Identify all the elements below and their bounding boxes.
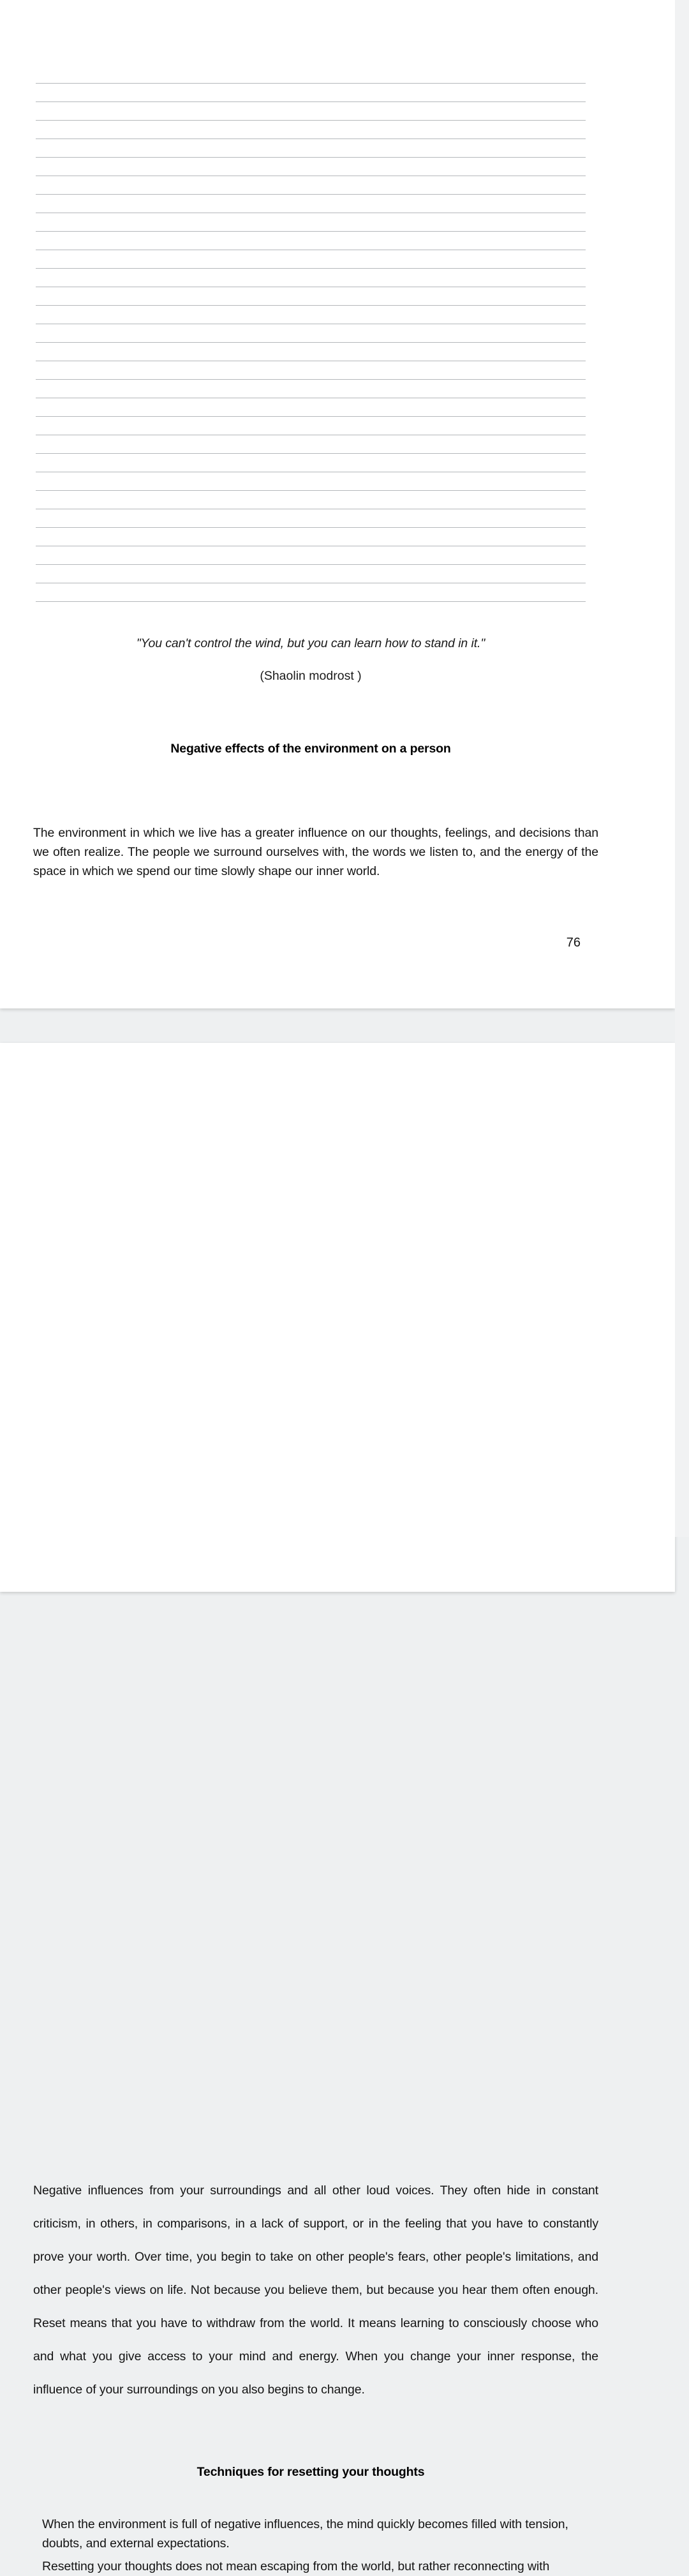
rule-line <box>36 417 586 435</box>
ruled-note-lines <box>36 65 586 602</box>
rule-line <box>36 528 586 546</box>
pull-quote: "You can't control the wind, but you can learn how to stand in it." <box>136 636 485 650</box>
rule-line <box>36 565 586 583</box>
rule-line <box>36 546 586 565</box>
rule-line <box>36 176 586 195</box>
rule-line <box>36 84 586 102</box>
rule-line <box>36 232 586 250</box>
rule-line <box>36 195 586 213</box>
body-paragraph: When the environment is full of negative influences, the mind quickly becomes filled with tension, doubts, and external expectations. <box>42 2517 568 2550</box>
body-paragraph: Negative influences from your surroundings and all other loud voices. They often hide in constant criticism, in others, in comparisons, in a lack of support, or in the feeling that you have to constantly prove your worth. Over time, you begin to take on other people's fears, other people's limitations, and other people's views on life. Not because you believe them, but because you hear them often enough. Reset means that you have to withdraw from the world. It means learning to consciously choose who and what you give access to your mind and energy. When you change your inner response, the influence of your surroundings on you also begins to change. <box>33 2183 598 2397</box>
scrollbar-track[interactable] <box>675 0 689 1537</box>
rule-line <box>36 435 586 454</box>
rule-line <box>36 121 586 139</box>
rule-line <box>36 287 586 306</box>
rule-line <box>36 454 586 472</box>
section-heading-negative-effects: Negative effects of the environment on a person <box>170 742 451 756</box>
rule-line <box>36 491 586 509</box>
body-paragraph: The environment in which we live has a greater influence on our thoughts, feelings, and decisions than we often realize. The people we surround ourselves with, the words we listen to, and the energy of the space in which we spend our time slowly shape our inner world. <box>33 826 598 878</box>
section-heading-techniques: Techniques for resetting your thoughts <box>196 2465 425 2479</box>
rule-line <box>36 306 586 324</box>
rule-line <box>36 343 586 361</box>
rule-line <box>36 509 586 528</box>
rule-line <box>36 139 586 158</box>
rule-line <box>36 398 586 417</box>
rule-line <box>36 250 586 269</box>
rule-line <box>36 269 586 287</box>
page-two <box>0 1043 675 2573</box>
page-number: 76 <box>566 936 581 950</box>
rule-line <box>36 324 586 343</box>
rule-line <box>36 380 586 398</box>
scroll-gutter <box>675 0 689 1537</box>
quote-attribution: (Shaolin modrost ) <box>260 669 362 683</box>
rule-line <box>36 102 586 121</box>
rule-line <box>36 158 586 176</box>
rule-line <box>36 583 586 602</box>
body-paragraph: Resetting your thoughts does not mean escaping from the world, but rather reconnecting with <box>42 2559 550 2573</box>
rule-line <box>36 472 586 491</box>
rule-line <box>36 361 586 380</box>
rule-line <box>36 213 586 232</box>
page-one <box>0 0 675 1008</box>
rule-line <box>36 65 586 84</box>
